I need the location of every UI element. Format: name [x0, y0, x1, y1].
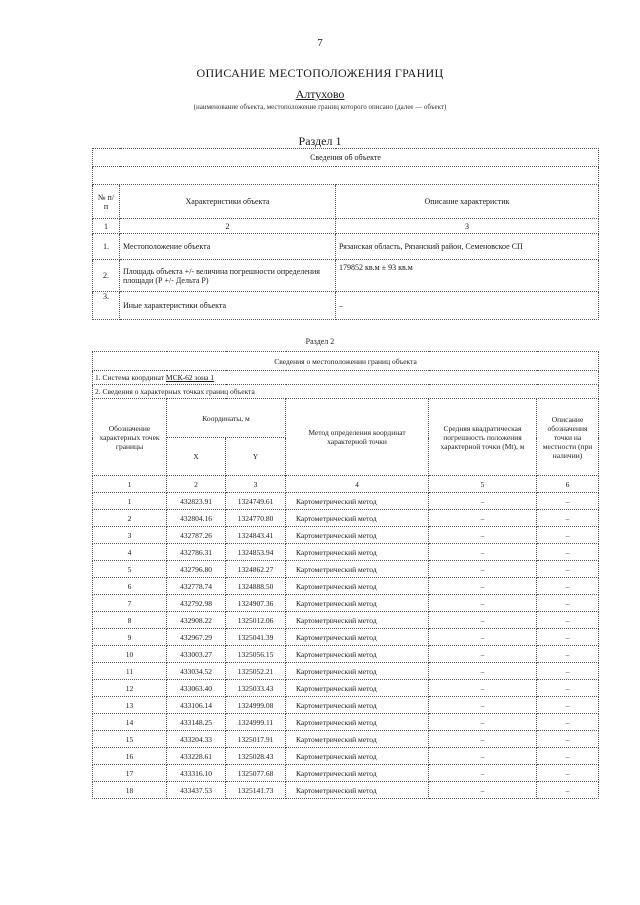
point-marking: – [537, 680, 599, 697]
col-number: 1 [93, 476, 167, 493]
table-row [93, 260, 599, 292]
points-title-row [93, 385, 599, 399]
col-number: 3 [226, 476, 286, 493]
point-error: – [429, 714, 537, 731]
point-id: 10 [93, 646, 167, 663]
col-number: 3 [336, 219, 599, 234]
col-number: 2 [167, 476, 226, 493]
table-row [93, 544, 599, 561]
object-name [0, 87, 640, 102]
row-num: 3. [93, 292, 120, 320]
point-method: Картометрический метод [286, 680, 429, 697]
col-number: 4 [286, 476, 429, 493]
point-error: – [429, 697, 537, 714]
page-number: 7 [317, 37, 323, 49]
point-error: – [429, 493, 537, 510]
header-coords: Координаты, м [167, 399, 286, 438]
table-row [93, 748, 599, 765]
col-number: 6 [537, 476, 599, 493]
table-row [93, 578, 599, 595]
point-method: Картометрический метод [286, 748, 429, 765]
point-x: 432787.26 [167, 527, 226, 544]
point-method: Картометрический метод [286, 697, 429, 714]
point-marking: – [537, 493, 599, 510]
table-row [93, 714, 599, 731]
point-error: – [429, 578, 537, 595]
point-marking: – [537, 527, 599, 544]
point-y: 1325028.43 [226, 748, 286, 765]
points-body [93, 493, 599, 799]
section1-title: Раздел 1 [298, 134, 342, 148]
point-y: 1324843.41 [226, 527, 286, 544]
point-x: 433204.33 [167, 731, 226, 748]
point-marking: – [537, 731, 599, 748]
coord-system-prefix: 1. Система координат [95, 373, 165, 382]
coord-system-value: МСК-62 зона 1 [165, 373, 215, 382]
point-x: 432967.29 [167, 629, 226, 646]
col-number: 5 [429, 476, 537, 493]
point-y: 1324999.08 [226, 697, 286, 714]
points-title: 2. Сведения о характерных точках границ объекта [93, 385, 599, 399]
point-marking: – [537, 646, 599, 663]
point-error: – [429, 663, 537, 680]
point-id: 11 [93, 663, 167, 680]
point-y: 1325141.73 [226, 782, 286, 799]
point-error: – [429, 629, 537, 646]
point-error: – [429, 680, 537, 697]
point-x: 433063.40 [167, 680, 226, 697]
point-marking: – [537, 697, 599, 714]
point-id: 15 [93, 731, 167, 748]
header-row [93, 399, 599, 438]
point-error: – [429, 612, 537, 629]
point-x: 433228.61 [167, 748, 226, 765]
point-marking: – [537, 561, 599, 578]
header-point: Обозначение характерных точек границы [93, 399, 167, 476]
table-row [93, 765, 599, 782]
point-id: 14 [93, 714, 167, 731]
table-spacer-row [93, 167, 599, 185]
point-y: 1325052.21 [226, 663, 286, 680]
point-x: 432796.80 [167, 561, 226, 578]
point-marking: – [537, 629, 599, 646]
point-id: 5 [93, 561, 167, 578]
section2-title: Раздел 2 [305, 337, 335, 346]
table-header-row [93, 185, 599, 219]
table-row [93, 595, 599, 612]
point-error: – [429, 595, 537, 612]
point-marking: – [537, 578, 599, 595]
table-row [93, 234, 599, 260]
row-desc: 179852 кв.м ± 93 кв.м [336, 260, 599, 292]
point-id: 1 [93, 493, 167, 510]
document-title: ОПИСАНИЕ МЕСТОПОЛОЖЕНИЯ ГРАНИЦ [196, 66, 444, 80]
point-y: 1325041.39 [226, 629, 286, 646]
point-error: – [429, 510, 537, 527]
boundary-points-table [92, 351, 599, 799]
table-spacer [93, 167, 599, 185]
point-y: 1325077.68 [226, 765, 286, 782]
point-y: 1324770.80 [226, 510, 286, 527]
point-method: Картометрический метод [286, 493, 429, 510]
table-title-row [93, 352, 599, 371]
table-title-row [93, 149, 599, 167]
point-id: 2 [93, 510, 167, 527]
point-id: 3 [93, 527, 167, 544]
point-id: 6 [93, 578, 167, 595]
table-row [93, 697, 599, 714]
header-char: Характеристики объекта [120, 185, 336, 219]
point-x: 432804.16 [167, 510, 226, 527]
point-method: Картометрический метод [286, 561, 429, 578]
point-method: Картометрический метод [286, 663, 429, 680]
point-error: – [429, 544, 537, 561]
point-y: 1324888.50 [226, 578, 286, 595]
header-x: X [167, 438, 226, 476]
point-error: – [429, 782, 537, 799]
table-row [93, 646, 599, 663]
table-row [93, 731, 599, 748]
header-method: Метод определения координат характерной точки [286, 399, 429, 476]
row-desc: Рязанская область, Рязанский район, Семеновское СП [336, 234, 599, 260]
point-method: Картометрический метод [286, 510, 429, 527]
point-method: Картометрический метод [286, 782, 429, 799]
point-id: 8 [93, 612, 167, 629]
header-num: № п/п [93, 185, 120, 219]
table-row [93, 629, 599, 646]
point-method: Картометрический метод [286, 765, 429, 782]
point-marking: – [537, 714, 599, 731]
coord-system-row [93, 371, 599, 385]
point-marking: – [537, 510, 599, 527]
point-x: 432792.98 [167, 595, 226, 612]
table-row [93, 612, 599, 629]
point-method: Картометрический метод [286, 544, 429, 561]
row-char: Иные характеристики объекта [120, 292, 336, 320]
point-marking: – [537, 765, 599, 782]
point-method: Картометрический метод [286, 646, 429, 663]
point-y: 1324853.94 [226, 544, 286, 561]
object-caption: (наименование объекта, местоположение границ которого описано (далее — объект) [193, 103, 447, 111]
row-num: 1. [93, 234, 120, 260]
col-number: 2 [120, 219, 336, 234]
object-name-text: Алтухово [295, 87, 345, 101]
object-info-table [92, 148, 599, 320]
header-y: Y [226, 438, 286, 476]
table-row [93, 292, 599, 320]
point-method: Картометрический метод [286, 595, 429, 612]
point-x: 432778.74 [167, 578, 226, 595]
point-y: 1325017.91 [226, 731, 286, 748]
point-x: 432908.22 [167, 612, 226, 629]
point-error: – [429, 731, 537, 748]
point-x: 433316.10 [167, 765, 226, 782]
point-method: Картометрический метод [286, 578, 429, 595]
col-number-row [93, 219, 599, 234]
col-number-row [93, 476, 599, 493]
point-error: – [429, 561, 537, 578]
table-row [93, 510, 599, 527]
row-char: Местоположение объекта [120, 234, 336, 260]
point-y: 1325033.43 [226, 680, 286, 697]
table-row [93, 561, 599, 578]
point-method: Картометрический метод [286, 731, 429, 748]
point-y: 1324999.11 [226, 714, 286, 731]
point-y: 1325056.15 [226, 646, 286, 663]
point-error: – [429, 765, 537, 782]
point-error: – [429, 748, 537, 765]
point-x: 433148.25 [167, 714, 226, 731]
point-x: 432823.91 [167, 493, 226, 510]
table-row [93, 782, 599, 799]
point-x: 432786.31 [167, 544, 226, 561]
point-x: 433034.52 [167, 663, 226, 680]
table-row [93, 680, 599, 697]
point-marking: – [537, 663, 599, 680]
point-marking: – [537, 748, 599, 765]
point-id: 12 [93, 680, 167, 697]
point-y: 1325012.06 [226, 612, 286, 629]
point-method: Картометрический метод [286, 612, 429, 629]
header-desc: Описание характеристик [336, 185, 599, 219]
col-number: 1 [93, 219, 120, 234]
point-marking: – [537, 612, 599, 629]
point-x: 433003.27 [167, 646, 226, 663]
point-method: Картометрический метод [286, 629, 429, 646]
point-x: 433437.53 [167, 782, 226, 799]
table-row [93, 663, 599, 680]
point-id: 16 [93, 748, 167, 765]
row-desc: – [336, 292, 599, 320]
point-y: 1324862.27 [226, 561, 286, 578]
point-error: – [429, 527, 537, 544]
point-id: 4 [93, 544, 167, 561]
point-method: Картометрический метод [286, 527, 429, 544]
point-marking: – [537, 544, 599, 561]
point-marking: – [537, 595, 599, 612]
table-row [93, 527, 599, 544]
header-marking: Описание обозначения точки на местности (при наличии) [537, 399, 599, 476]
point-id: 18 [93, 782, 167, 799]
table-row [93, 493, 599, 510]
row-char: Площадь объекта +/- величина погрешности определения площади (Р +/- Дельта Р) [120, 260, 336, 292]
point-id: 13 [93, 697, 167, 714]
points-table-title: Сведения о местоположении границ объекта [93, 352, 599, 371]
point-error: – [429, 646, 537, 663]
object-table-title: Сведения об объекте [93, 149, 599, 167]
point-x: 433106.14 [167, 697, 226, 714]
point-y: 1324907.36 [226, 595, 286, 612]
point-method: Картометрический метод [286, 714, 429, 731]
point-id: 7 [93, 595, 167, 612]
point-id: 9 [93, 629, 167, 646]
row-num: 2. [93, 260, 120, 292]
point-id: 17 [93, 765, 167, 782]
point-y: 1324749.61 [226, 493, 286, 510]
coord-system [93, 371, 599, 385]
header-error: Средняя квадратическая погрешность положения характерной точки (Mt), м [429, 399, 537, 476]
point-marking: – [537, 782, 599, 799]
